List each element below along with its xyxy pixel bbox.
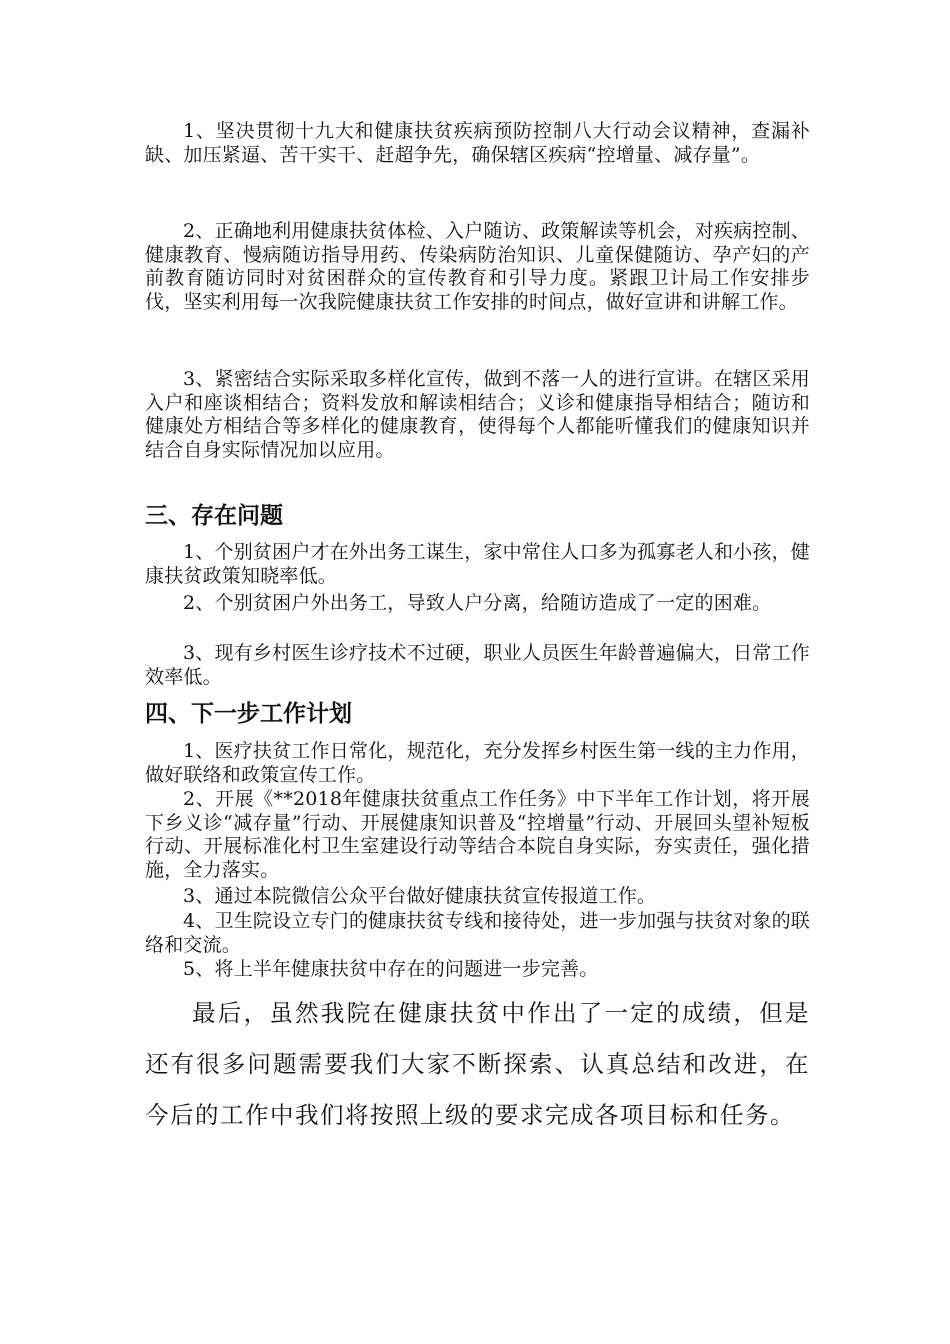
problem-item-3: 3、现有乡村医生诊疗技术不过硬，职业人员医生年龄普遍偏大，日常工作效率低。 <box>145 642 810 688</box>
plan-item-3: 3、通过本院微信公众平台做好健康扶贫宣传报道工作。 <box>183 885 657 907</box>
problem-item-1: 1、个别贫困户才在外出务工谋生，家中常住人口多为孤寡老人和小孩，健康扶贫政策知晓率低。 <box>145 541 810 587</box>
plan-item-2: 2、开展《**2018年健康扶贫重点工作任务》中下半年工作计划，将开展下乡义诊“减存量”行动、开展健康知识普及“控增量”行动、开展回头望补短板行动、开展标准化村卫生室建设行动等结合本院自身实际，夯实责任，强化措施，全力落实。 <box>145 788 810 881</box>
plan-item-5: 5、将上半年健康扶贫中存在的问题进一步完善。 <box>183 958 599 980</box>
paragraph-item-2: 2、正确地利用健康扶贫体检、入户随访、政策解读等机会，对疾病控制、健康教育、慢病随访指导用药、传染病防治知识、儿童保健随访、孕产妇的产前教育随访同时对贫困群众的宣传教育和引导力度。紧跟卫计局工作安排步伐，坚实利用每一次我院健康扶贫工作安排的时间点，做好宣讲和讲解工作。 <box>145 220 810 313</box>
section-heading-problems: 三、存在问题 <box>145 503 283 529</box>
conclusion-paragraph: 最后，虽然我院在健康扶贫中作出了一定的成绩，但是还有很多问题需要我们大家不断探索、认真总结和改进，在今后的工作中我们将按照上级的要求完成各项目标和任务。 <box>145 999 810 1129</box>
paragraph-item-3: 3、紧密结合实际采取多样化宣传，做到不落一人的进行宣讲。在辖区采用入户和座谈相结合；资料发放和解读相结合；义诊和健康指导相结合；随访和健康处方相结合等多样化的健康教育，使得每个人都能听懂我们的健康知识并结合自身实际情况加以应用。 <box>145 368 810 461</box>
problem-item-2: 2、个别贫困户外出务工，导致人户分离，给随访造成了一定的困难。 <box>183 592 772 614</box>
section-heading-next-plan: 四、下一步工作计划 <box>145 701 352 727</box>
paragraph-item-1: 1、坚决贯彻十九大和健康扶贫疾病预防控制八大行动会议精神，查漏补缺、加压紧逼、苦干实干、赶超争先，确保辖区疾病“控增量、减存量”。 <box>145 120 810 166</box>
plan-item-1: 1、医疗扶贫工作日常化，规范化，充分发挥乡村医生第一线的主力作用，做好联络和政策宣传工作。 <box>145 740 810 786</box>
plan-item-4: 4、卫生院设立专门的健康扶贫专线和接待处，进一步加强与扶贫对象的联络和交流。 <box>145 910 810 956</box>
